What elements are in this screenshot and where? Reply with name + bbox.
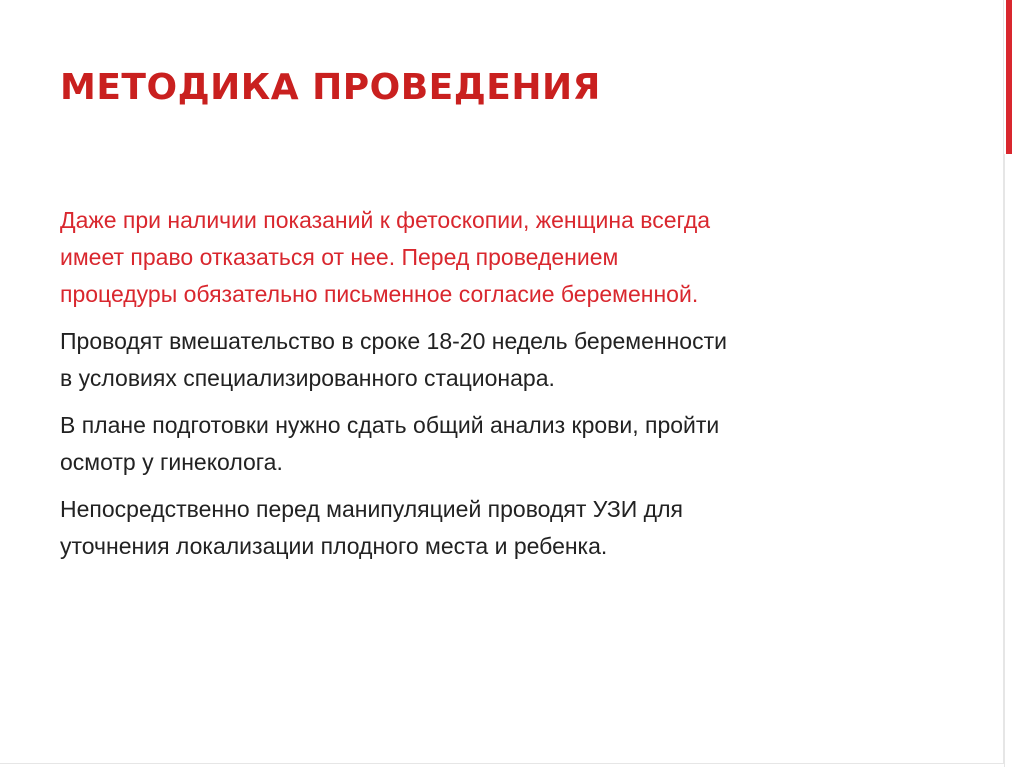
paragraph-line: Даже при наличии показаний к фетоскопии, женщина всегда [60,207,711,233]
paragraph-line: В плане подготовки нужно сдать общий анализ крови, пройти [60,412,720,438]
paragraph-line: имеет право отказаться от нее. Перед проведением [60,244,619,270]
paragraph-line: Непосредственно перед манипуляцией проводят УЗИ для [60,496,683,522]
paragraph-line: уточнения локализации плодного места и ребенка. [60,533,608,559]
paragraph-line: Проводят вмешательство в сроке 18-20 недель беременности [60,328,727,354]
accent-bar [1006,0,1012,154]
slide-edge-strip [1004,154,1024,767]
paragraph-line: осмотр у гинеколога. [60,449,283,475]
slide-title: МЕТОДИКА ПРОВЕДЕНИЯ [60,67,601,108]
paragraph-line: процедуры обязательно письменное согласие беременной. [60,281,699,307]
paragraph-timing [60,323,940,397]
paragraph-consent [60,202,940,313]
paragraph-ultrasound [60,491,940,565]
paragraph-line: в условиях специализированного стационара. [60,365,555,391]
paragraph-preparation [60,407,940,481]
slide-content [60,202,940,575]
